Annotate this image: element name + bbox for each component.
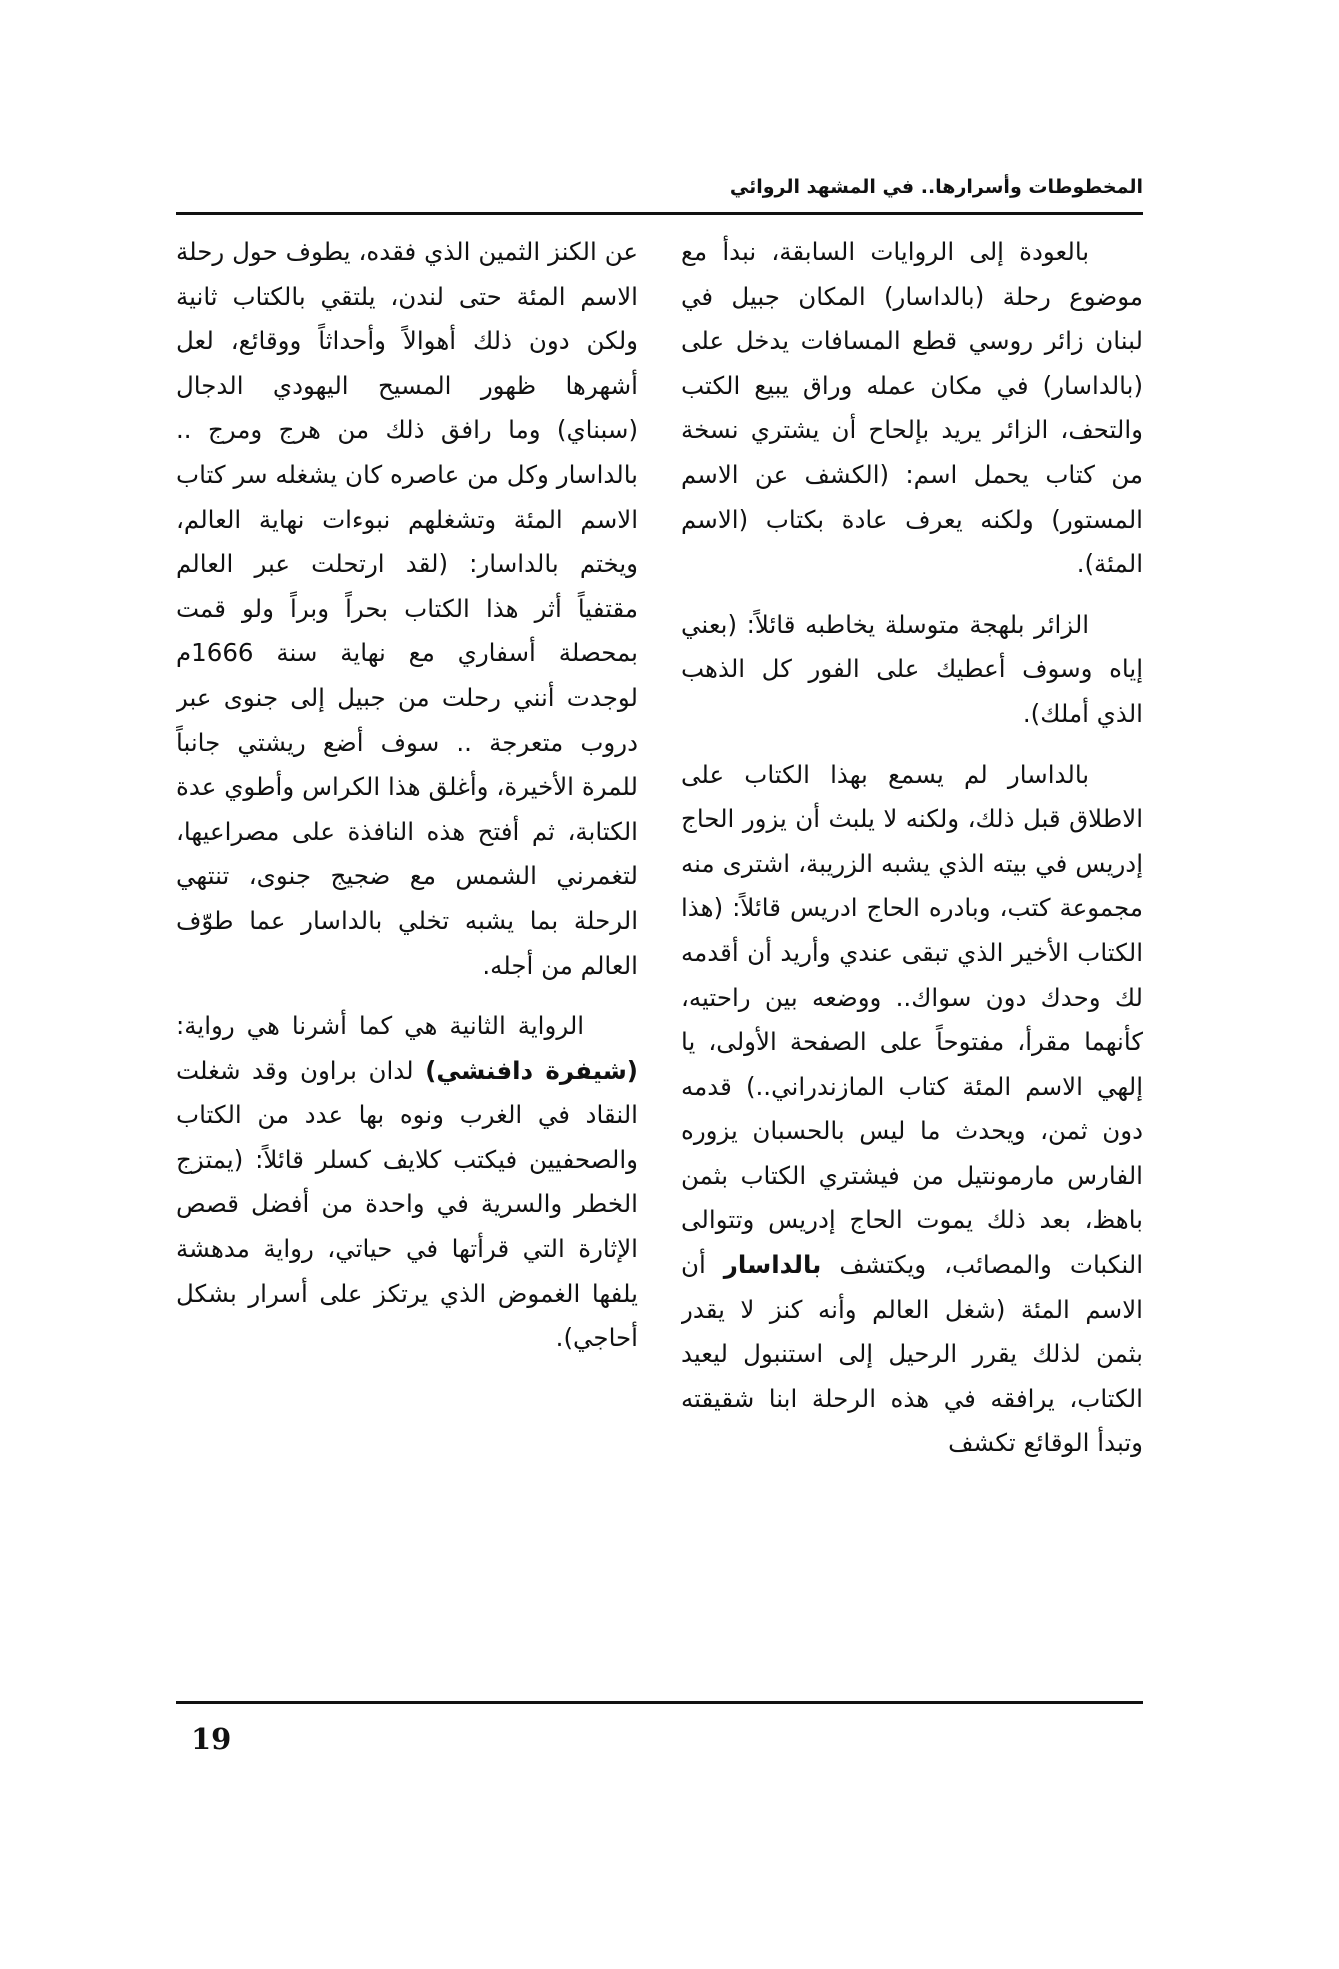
- left-text-column: [176, 230, 638, 1680]
- text-run: بالداسار لم يسمع بهذا الكتاب على الاطلاق قبل ذلك، ولكنه لا يلبث أن يزور الحاج إدريس في بيته الذي يشبه الزريبة، اشترى منه مجموعة كتب، وبادره الحاج ادريس قائلاً: (هذا الكتاب الأخير الذي تبقى عندي وأريد أن أقدمه لك وحدك دون سواك.. ووضعه بين راحتيه، كأنهما مقرأ، مفتوحاً على الصفحة الأولى، يا إلهي الاسم المئة كتاب المازندراني..) قدمه دون ثمن، ويحدث ما ليس بالحسبان يزوره الفارس مارمونتيل من فيشتري الكتاب بثمن باهظ، بعد ذلك يموت الحاج إدريس وتتوالى النكبات والمصائب، ويكتشف: [681, 759, 1143, 1280]
- paragraph: [681, 753, 1143, 1467]
- text-run: أن الاسم المئة (شغل العالم وأنه كنز لا يقدر بثمن لذلك يقرر الرحيل إلى استنبول ليعيد الكتاب، يرافقه في هذه الرحلة ابنا شقيقته وتبدأ الوقائع تكشف: [681, 1250, 1143, 1458]
- header-rule: [176, 212, 1143, 215]
- page-number: 19: [191, 1722, 232, 1756]
- paragraph: عن الكنز الثمين الذي فقده، يطوف حول رحلة الاسم المئة حتى لندن، يلتقي بالكتاب ثانية ولكن دون ذلك أهوالاً وأحداثاً ووقائع، لعل أشهرها ظهور المسيح اليهودي الدجال (سبناي) وما رافق ذلك من هرج ومرج .. بالداسار وكل من عاصره كان يشغله سر كتاب الاسم المئة وتشغلهم نبوءات نهاية العالم، ويختم بالداسار: (لقد ارتحلت عبر العالم مقتفياً أثر هذا الكتاب بحراً وبراً ولو قمت بمحصلة أسفاري مع نهاية سنة 1666م لوجدت أنني رحلت من جبيل إلى جنوى عبر دروب متعرجة .. سوف أضع ريشتي جانباً للمرة الأخيرة، وأغلق هذا الكراس وأطوي عدة الكتابة، ثم أفتح هذه النافذة على مصراعيها، لتغمرني الشمس مع ضجيج جنوى، تنتهي الرحلة بما يشبه تخلي بالداسار عما طوّف العالم من أجله.: [176, 237, 638, 980]
- text-run: الرواية الثانية هي كما أشرنا هي رواية:: [176, 1011, 585, 1041]
- paragraph: بالعودة إلى الروايات السابقة، نبدأ مع موضوع رحلة (بالداسار) المكان جبيل في لبنان زائر روسي قطع المسافات يدخل على (بالداسار) في مكان عمله وراق يبيع الكتب والتحف، الزائر يريد بإلحاح أن يشتري نسخة من كتاب يحمل اسم: (الكشف عن الاسم المستور) ولكنه يعرف عادة بكتاب (الاسم المئة).: [681, 237, 1143, 579]
- paragraph: الزائر بلهجة متوسلة يخاطبه قائلاً: (بعني إياه وسوف أعطيك على الفور كل الذهب الذي أملك).: [681, 609, 1143, 728]
- paragraph: [176, 1004, 638, 1361]
- footer-rule: [176, 1701, 1143, 1704]
- bold-name: بالداسار: [723, 1250, 822, 1280]
- running-header-title: المخطوطات وأسرارها.. في المشهد الروائي: [729, 176, 1143, 198]
- text-run: لدان براون وقد شغلت النقاد في الغرب ونوه بها عدد من الكتاب والصحفيين فيكتب كلايف كسلر قائلاً: (يمتزج الخطر والسرية في واحدة من أفضل قصص الإثارة التي قرأتها في حياتي، رواية مدهشة يلفها الغموض الذي يرتكز على أسرار بشكل أحاجي).: [176, 1055, 638, 1353]
- right-text-column: [681, 230, 1143, 1680]
- bold-book-title: (شيفرة دافنشي): [425, 1055, 638, 1085]
